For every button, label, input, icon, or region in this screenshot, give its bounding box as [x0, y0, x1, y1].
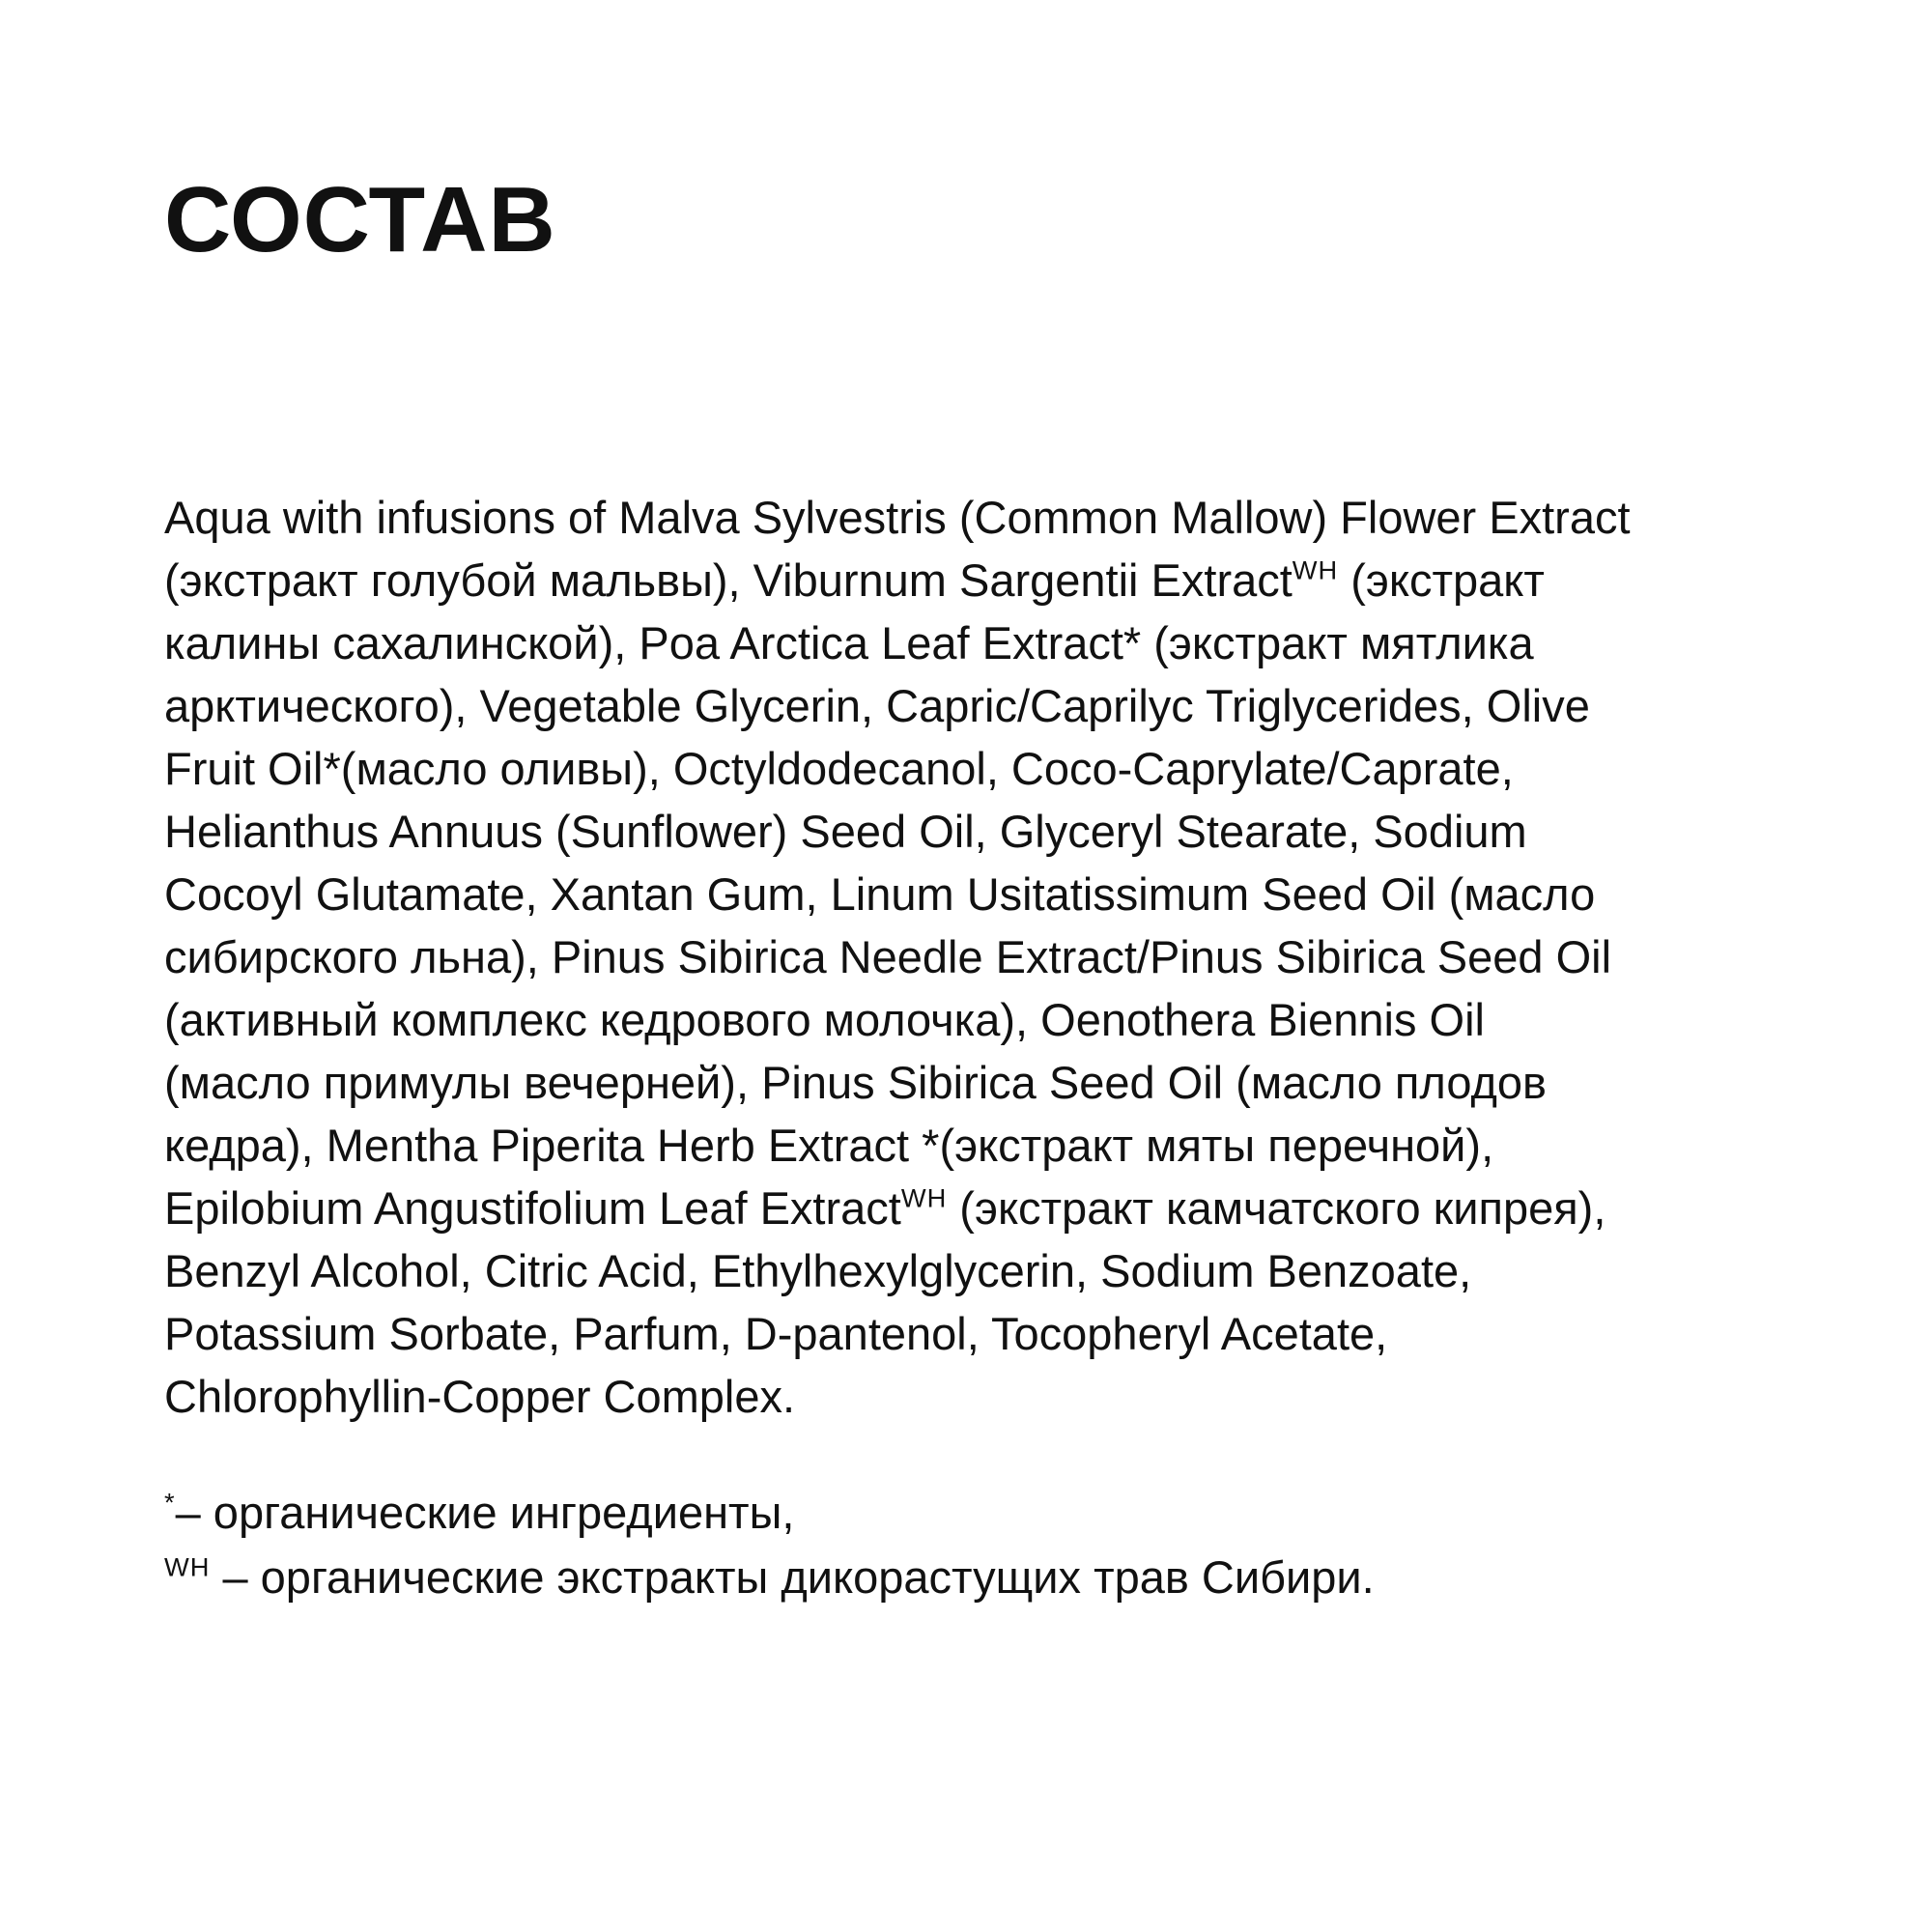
ingredients-line-9: (активный комплекс кедрового молочка), Oenothera Biennis Oil	[164, 994, 1485, 1045]
footnote-wild-herbs	[164, 1545, 1806, 1609]
ingredients-line-13: Benzyl Alcohol, Citric Acid, Ethylhexylglycerin, Sodium Benzoate,	[164, 1245, 1472, 1296]
ingredients-line-6: Helianthus Annuus (Sunflower) Seed Oil, Glyceryl Stearate, Sodium	[164, 806, 1527, 857]
ingredients-line-2	[164, 549, 1806, 611]
ingredients-line-11: кедра), Mentha Piperita Herb Extract *(экстракт мяты перечной),	[164, 1120, 1494, 1171]
footnote-organic-text: – органические ингредиенты,	[175, 1487, 795, 1538]
ingredients-line-5: Fruit Oil*(масло оливы), Octyldodecanol, Coco-Caprylate/Caprate,	[164, 743, 1514, 794]
wh-superscript: WH	[1292, 554, 1339, 585]
ingredients-line-8: сибирского льна), Pinus Sibirica Needle Extract/Pinus Sibirica Seed Oil	[164, 931, 1612, 982]
ingredients-line-2-text-b: (экстракт	[1338, 554, 1545, 606]
footnote-wild-herbs-text: – органические экстракты дикорастущих трав Сибири.	[210, 1551, 1375, 1603]
ingredients-line-10: (масло примулы вечерней), Pinus Sibirica Seed Oil (масло плодов	[164, 1057, 1547, 1108]
wh-superscript: WH	[900, 1182, 948, 1213]
footnote-organic	[164, 1480, 1806, 1545]
ingredients-line-12-text-b: (экстракт камчатского кипрея),	[947, 1182, 1606, 1234]
ingredients-line-12	[164, 1177, 1806, 1239]
ingredients-line-7: Cocoyl Glutamate, Xantan Gum, Linum Usitatissimum Seed Oil (масло	[164, 868, 1596, 920]
ingredients-line-12-text-a: Epilobium Angustifolium Leaf Extract	[164, 1182, 901, 1234]
ingredients-line-4: арктического), Vegetable Glycerin, Capric/Caprilyc Triglycerides, Olive	[164, 680, 1590, 731]
ingredients-line-1: Aqua with infusions of Malva Sylvestris (Common Mallow) Flower Extract	[164, 492, 1631, 543]
wh-mark: WH	[164, 1551, 211, 1582]
asterisk-mark: *	[164, 1487, 176, 1518]
footnotes	[164, 1480, 1806, 1609]
ingredients-line-3: калины сахалинской), Poa Arctica Leaf Extract* (экстракт мятлика	[164, 617, 1534, 668]
ingredients-line-14: Potassium Sorbate, Parfum, D-pantenol, Tocopheryl Acetate,	[164, 1308, 1388, 1359]
page-title: СОСТАВ	[164, 168, 556, 271]
ingredients-line-15: Chlorophyllin-Copper Complex.	[164, 1371, 796, 1422]
ingredients-line-2-text-a: (экстракт голубой мальвы), Viburnum Sargentii Extract	[164, 554, 1293, 606]
ingredients-list	[164, 486, 1806, 1428]
